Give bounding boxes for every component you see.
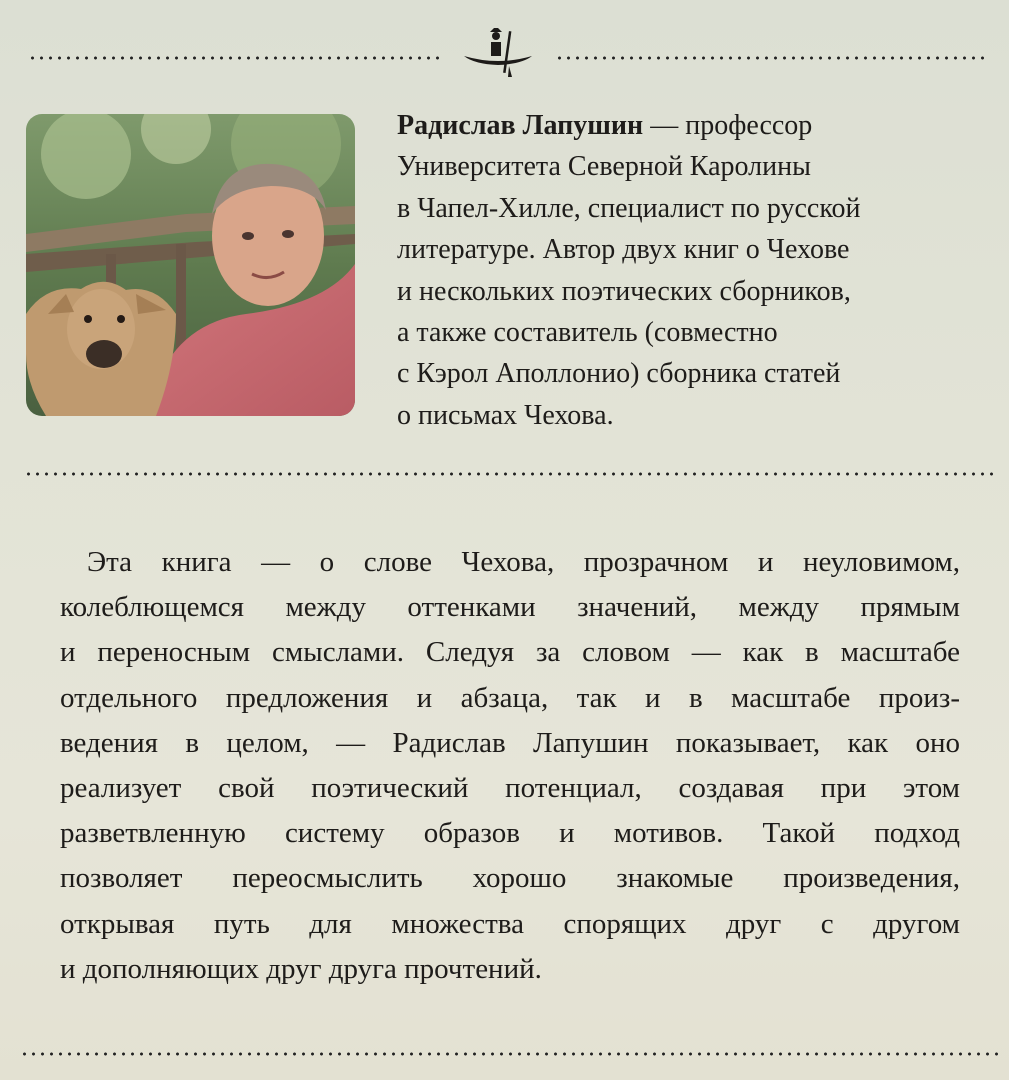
bio-line: а также составитель (совместно [397, 317, 778, 349]
bio-line: в Чапел-Хилле, специалист по русской [397, 192, 861, 224]
bio-line1-rest: — профессор [643, 110, 813, 141]
annotation-line: ведения в целом, — Радислав Лапушин показывает, как оно [60, 726, 960, 759]
bio-line: о письмах Чехова. [397, 399, 614, 431]
bio-line: литературе. Автор двух книг о Чехове [397, 234, 850, 266]
annotation-line: открывая путь для множества спорящих друг с другом [60, 907, 960, 940]
annotation-line: реализует свой поэтический потенциал, создавая при этом [60, 772, 960, 805]
bio-line: Университета Северной Каролины [397, 151, 811, 183]
dotted-rule-bottom [20, 1052, 1000, 1056]
dotted-rule-top-right [555, 56, 987, 60]
boat-emblem-icon [462, 22, 534, 82]
author-photo-image [26, 114, 355, 416]
annotation-line: Эта книга — о слове Чехова, прозрачном и неуловимом, [87, 546, 960, 578]
annotation-line: и переносным смыслами. Следуя за словом — как в масштабе [60, 636, 960, 669]
annotation-line: разветвленную систему образов и мотивов. Такой подход [60, 817, 960, 850]
author-photo [26, 114, 355, 416]
bio-line [397, 105, 977, 146]
book-annotation [60, 540, 960, 992]
bio-line: с Кэрол Аполлонио) сборника статей [397, 358, 841, 390]
dotted-rule-middle [24, 472, 994, 476]
author-bio [397, 105, 977, 436]
author-name: Радислав Лапушин [397, 110, 644, 141]
annotation-line: и дополняющих друг друга прочтений. [60, 952, 542, 985]
annotation-line: колеблющемся между оттенками значений, между прямым [60, 591, 960, 624]
bio-line: и нескольких поэтических сборников, [397, 275, 851, 307]
annotation-line: позволяет переосмыслить хорошо знакомые произведения, [60, 862, 960, 895]
dotted-rule-top-left [28, 56, 440, 60]
annotation-line: отдельного предложения и абзаца, так и в масштабе произ- [60, 681, 960, 714]
